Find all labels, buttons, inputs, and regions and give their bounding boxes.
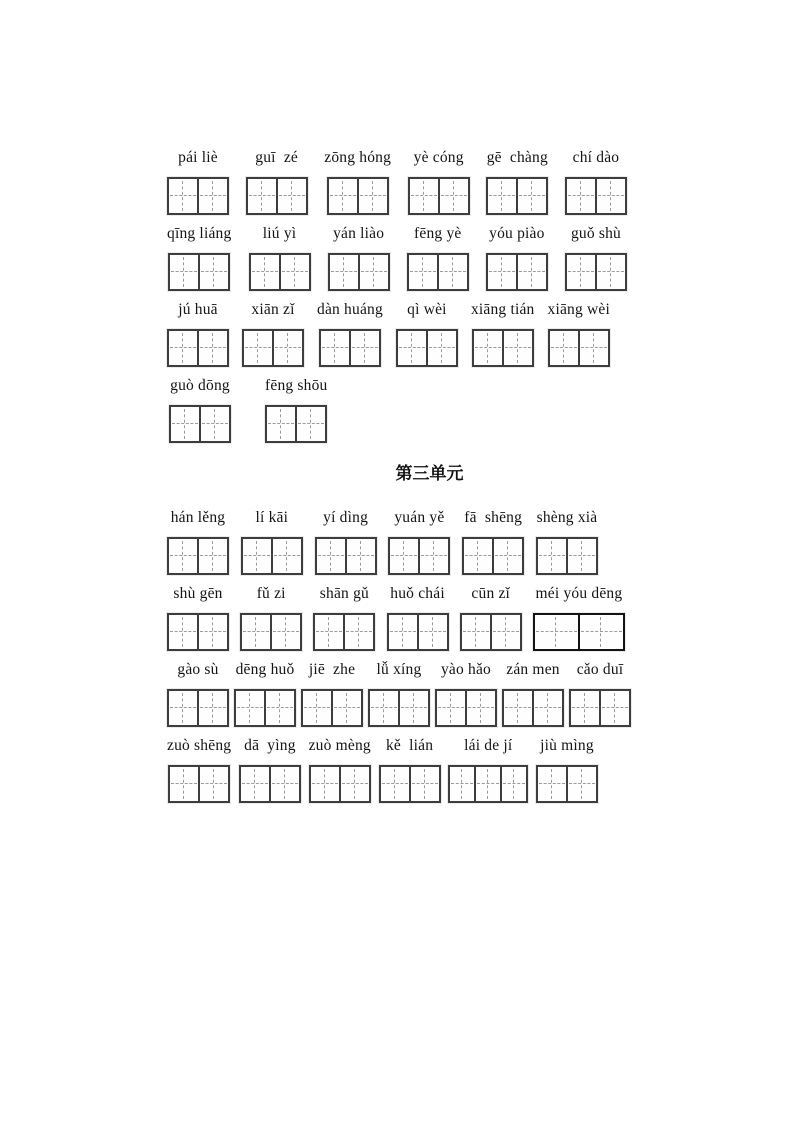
pinyin-label: shèng xià	[536, 509, 598, 526]
word-item	[396, 300, 458, 367]
writing-grid-cell	[538, 539, 566, 573]
writing-grid-cell	[502, 331, 532, 365]
writing-grid	[569, 689, 631, 727]
writing-grid	[486, 253, 548, 291]
writing-grid-cell	[500, 767, 526, 801]
pinyin-label: hán lěng	[170, 509, 226, 526]
writing-grid	[246, 177, 308, 215]
word-item	[167, 224, 231, 291]
writing-grid-cell	[437, 691, 465, 725]
writing-grid	[448, 765, 528, 803]
writing-grid-cell	[243, 539, 271, 573]
pinyin-label: zán men	[506, 661, 560, 678]
word-item	[462, 508, 524, 575]
writing-grid-cell	[251, 255, 279, 289]
pinyin-label: dēng huǒ	[235, 661, 295, 678]
writing-grid-cell	[170, 767, 198, 801]
writing-grid	[234, 689, 296, 727]
word-item	[471, 300, 535, 367]
writing-grid	[502, 689, 564, 727]
writing-grid-cell	[270, 615, 300, 649]
writing-grid-cell	[398, 331, 426, 365]
writing-grid-cell	[595, 179, 625, 213]
writing-grid-cell	[279, 255, 309, 289]
word-row	[167, 148, 627, 215]
word-item	[265, 376, 328, 443]
word-item	[239, 736, 301, 803]
pinyin-label: yào hǎo	[440, 661, 492, 678]
pinyin-label: yóu piào	[489, 225, 545, 242]
pinyin-label: fā shēng	[464, 509, 523, 526]
writing-grid-cell	[248, 179, 276, 213]
pinyin-label: xiān zǐ	[251, 301, 295, 318]
word-item	[167, 300, 229, 367]
word-item	[502, 660, 564, 727]
writing-grid	[313, 613, 375, 651]
writing-grid-cell	[264, 691, 294, 725]
writing-grid	[379, 765, 441, 803]
word-item	[486, 224, 548, 291]
pinyin-label: xiāng tián	[470, 301, 535, 318]
writing-grid	[407, 253, 469, 291]
pinyin-label: liú yì	[262, 225, 297, 242]
writing-grid-cell	[488, 179, 516, 213]
writing-grid	[315, 537, 377, 575]
word-item	[241, 508, 303, 575]
section-1-unit	[0, 148, 793, 443]
writing-grid-cell	[492, 539, 522, 573]
writing-grid-cell	[171, 407, 199, 441]
writing-grid-cell	[321, 331, 349, 365]
word-row	[167, 224, 627, 291]
writing-grid-cell	[409, 767, 439, 801]
pinyin-label: cǎo duī	[576, 661, 624, 678]
writing-grid-cell	[398, 691, 428, 725]
writing-grid-cell	[516, 255, 546, 289]
word-row	[167, 584, 625, 651]
word-item	[408, 148, 470, 215]
writing-grid-cell	[418, 539, 448, 573]
writing-grid-cell	[197, 539, 227, 573]
writing-grid	[565, 177, 627, 215]
writing-grid-cell	[550, 331, 578, 365]
writing-grid	[319, 329, 381, 367]
word-item	[387, 584, 449, 651]
word-item	[328, 224, 390, 291]
writing-grid-cell	[349, 331, 379, 365]
pinyin-label: kě lián	[385, 737, 434, 754]
writing-grid-cell	[241, 767, 269, 801]
word-item	[565, 224, 627, 291]
writing-grid	[239, 765, 301, 803]
pinyin-label: zuò mèng	[308, 737, 371, 754]
word-item	[313, 584, 375, 651]
word-row	[167, 508, 598, 575]
writing-grid-cell	[488, 255, 516, 289]
writing-grid-cell	[567, 255, 595, 289]
writing-grid	[167, 689, 229, 727]
writing-grid-cell	[303, 691, 331, 725]
writing-grid-cell	[516, 179, 546, 213]
writing-grid	[408, 177, 470, 215]
writing-grid	[548, 329, 610, 367]
writing-grid	[265, 405, 327, 443]
writing-grid-cell	[169, 179, 197, 213]
writing-grid	[301, 689, 363, 727]
writing-grid-cell	[339, 767, 369, 801]
writing-grid	[388, 537, 450, 575]
writing-grid-cell	[426, 331, 456, 365]
word-item	[315, 508, 377, 575]
writing-grid-cell	[317, 539, 345, 573]
writing-grid	[536, 537, 598, 575]
pinyin-label: fēng shōu	[265, 377, 328, 394]
word-item	[324, 148, 391, 215]
pinyin-label: guī zé	[255, 149, 298, 166]
pinyin-label: shù gēn	[173, 585, 223, 602]
writing-grid	[241, 537, 303, 575]
word-item	[167, 584, 229, 651]
writing-grid-cell	[276, 179, 306, 213]
writing-grid-cell	[331, 691, 361, 725]
writing-grid	[169, 405, 231, 443]
writing-grid-cell	[571, 691, 599, 725]
word-item	[169, 376, 231, 443]
writing-grid-cell	[311, 767, 339, 801]
word-item	[240, 584, 302, 651]
section-3-unit	[0, 508, 793, 803]
pinyin-label: lǚ xíng	[376, 661, 422, 678]
writing-grid-cell	[271, 539, 301, 573]
word-row	[167, 660, 631, 727]
writing-grid-cell	[474, 331, 502, 365]
writing-grid-cell	[269, 767, 299, 801]
writing-grid-cell	[198, 255, 228, 289]
word-item	[407, 224, 469, 291]
word-item	[460, 584, 522, 651]
word-item	[533, 584, 625, 651]
writing-grid-cell	[595, 255, 625, 289]
writing-grid-cell	[464, 539, 492, 573]
writing-grid	[167, 177, 229, 215]
writing-grid-cell	[329, 179, 357, 213]
writing-grid-cell	[170, 255, 198, 289]
pinyin-label: fēng yè	[414, 225, 462, 242]
pinyin-label: dā yìng	[244, 737, 296, 754]
word-item	[242, 300, 304, 367]
writing-grid-cell	[504, 691, 532, 725]
pinyin-label: gào sù	[177, 661, 219, 678]
writing-grid-cell	[345, 539, 375, 573]
writing-grid-cell	[474, 767, 500, 801]
writing-grid	[486, 177, 548, 215]
writing-grid-cell	[197, 331, 227, 365]
writing-grid	[435, 689, 497, 727]
writing-grid-cell	[490, 615, 520, 649]
word-row	[169, 376, 793, 443]
writing-grid-cell	[197, 691, 227, 725]
word-item	[565, 148, 627, 215]
pinyin-label: guǒ shù	[570, 225, 622, 242]
writing-grid-cell	[410, 179, 438, 213]
word-item	[548, 300, 611, 367]
writing-grid	[565, 253, 627, 291]
writing-grid-cell	[315, 615, 343, 649]
writing-grid-cell	[370, 691, 398, 725]
word-item	[167, 736, 231, 803]
writing-grid-cell	[169, 539, 197, 573]
writing-grid-cell	[295, 407, 325, 441]
writing-grid	[462, 537, 524, 575]
writing-grid	[167, 329, 229, 367]
word-row	[167, 736, 598, 803]
word-item	[301, 660, 363, 727]
pinyin-label: méi yóu dēng	[535, 585, 623, 602]
writing-grid	[167, 613, 229, 651]
pinyin-label: shān gǔ	[319, 585, 369, 602]
word-item	[569, 660, 631, 727]
writing-grid-cell	[538, 767, 566, 801]
section-title: 第三单元	[395, 464, 464, 483]
writing-grid	[249, 253, 311, 291]
pinyin-label: fǔ zi	[256, 585, 286, 602]
writing-grid-cell	[242, 615, 270, 649]
writing-grid	[533, 613, 625, 651]
writing-grid	[240, 613, 302, 651]
word-item	[448, 736, 528, 803]
writing-grid-cell	[409, 255, 437, 289]
pinyin-label: jiē zhe	[308, 661, 356, 678]
writing-grid-cell	[566, 539, 596, 573]
writing-grid-cell	[578, 331, 608, 365]
writing-grid-cell	[199, 407, 229, 441]
writing-grid	[168, 765, 230, 803]
pinyin-label: qīng liáng	[167, 225, 232, 242]
word-item	[167, 508, 229, 575]
writing-grid-cell	[343, 615, 373, 649]
word-item	[388, 508, 450, 575]
word-item	[368, 660, 430, 727]
writing-grid-cell	[566, 767, 596, 801]
pinyin-label: jiù mìng	[540, 737, 594, 754]
writing-grid	[168, 253, 230, 291]
writing-grid-cell	[437, 255, 467, 289]
pinyin-label: jú huā	[178, 301, 218, 318]
pinyin-label: pái liè	[178, 149, 218, 166]
word-item	[379, 736, 441, 803]
writing-grid	[327, 177, 389, 215]
pinyin-label: lí kāi	[255, 509, 289, 526]
writing-grid-cell	[169, 615, 197, 649]
pinyin-label: gē chàng	[486, 149, 548, 166]
writing-grid-cell	[169, 691, 197, 725]
writing-grid	[368, 689, 430, 727]
word-item	[234, 660, 296, 727]
writing-grid-cell	[330, 255, 358, 289]
writing-grid-cell	[599, 691, 629, 725]
pinyin-label: zuò shēng	[167, 737, 232, 754]
pinyin-label: yán liào	[333, 225, 385, 242]
pinyin-label: huǒ chái	[390, 585, 445, 602]
writing-grid-cell	[169, 331, 197, 365]
pinyin-label: zōng hóng	[324, 149, 392, 166]
writing-grid-cell	[532, 691, 562, 725]
word-row	[167, 300, 610, 367]
pinyin-label: cūn zǐ	[471, 585, 511, 602]
writing-grid-cell	[244, 331, 272, 365]
word-item	[167, 148, 229, 215]
word-item	[167, 660, 229, 727]
pinyin-label: yè cóng	[413, 149, 464, 166]
writing-grid-cell	[267, 407, 295, 441]
writing-grid-cell	[198, 767, 228, 801]
word-item	[435, 660, 497, 727]
word-item	[249, 224, 311, 291]
word-item	[536, 736, 598, 803]
writing-grid-cell	[357, 179, 387, 213]
writing-grid-cell	[381, 767, 409, 801]
writing-grid	[460, 613, 522, 651]
pinyin-label: yuán yě	[394, 509, 445, 526]
writing-grid-cell	[465, 691, 495, 725]
writing-grid	[167, 537, 229, 575]
pinyin-label: dàn huáng	[317, 301, 383, 318]
pinyin-label: guò dōng	[170, 377, 230, 394]
writing-grid	[472, 329, 534, 367]
writing-grid	[396, 329, 458, 367]
writing-grid	[536, 765, 598, 803]
writing-grid-cell	[462, 615, 490, 649]
writing-grid-cell	[197, 179, 227, 213]
word-item	[246, 148, 308, 215]
word-item	[536, 508, 598, 575]
pinyin-label: lái de jí	[464, 737, 513, 754]
writing-grid-cell	[236, 691, 264, 725]
writing-grid-cell	[389, 615, 417, 649]
word-item	[309, 736, 371, 803]
writing-grid	[242, 329, 304, 367]
word-item	[317, 300, 383, 367]
pinyin-label: chí dào	[572, 149, 620, 166]
writing-grid-cell	[450, 767, 474, 801]
writing-grid-cell	[578, 615, 623, 649]
writing-grid	[309, 765, 371, 803]
writing-grid-cell	[390, 539, 418, 573]
pinyin-label: xiāng wèi	[547, 301, 610, 318]
writing-grid-cell	[272, 331, 302, 365]
writing-grid-cell	[417, 615, 447, 649]
writing-grid-cell	[358, 255, 388, 289]
writing-grid	[387, 613, 449, 651]
writing-grid	[328, 253, 390, 291]
pinyin-label: yí dìng	[323, 509, 369, 526]
writing-grid-cell	[535, 615, 578, 649]
writing-grid-cell	[197, 615, 227, 649]
writing-grid-cell	[438, 179, 468, 213]
word-item	[486, 148, 548, 215]
writing-grid-cell	[567, 179, 595, 213]
pinyin-label: qì wèi	[407, 301, 447, 318]
